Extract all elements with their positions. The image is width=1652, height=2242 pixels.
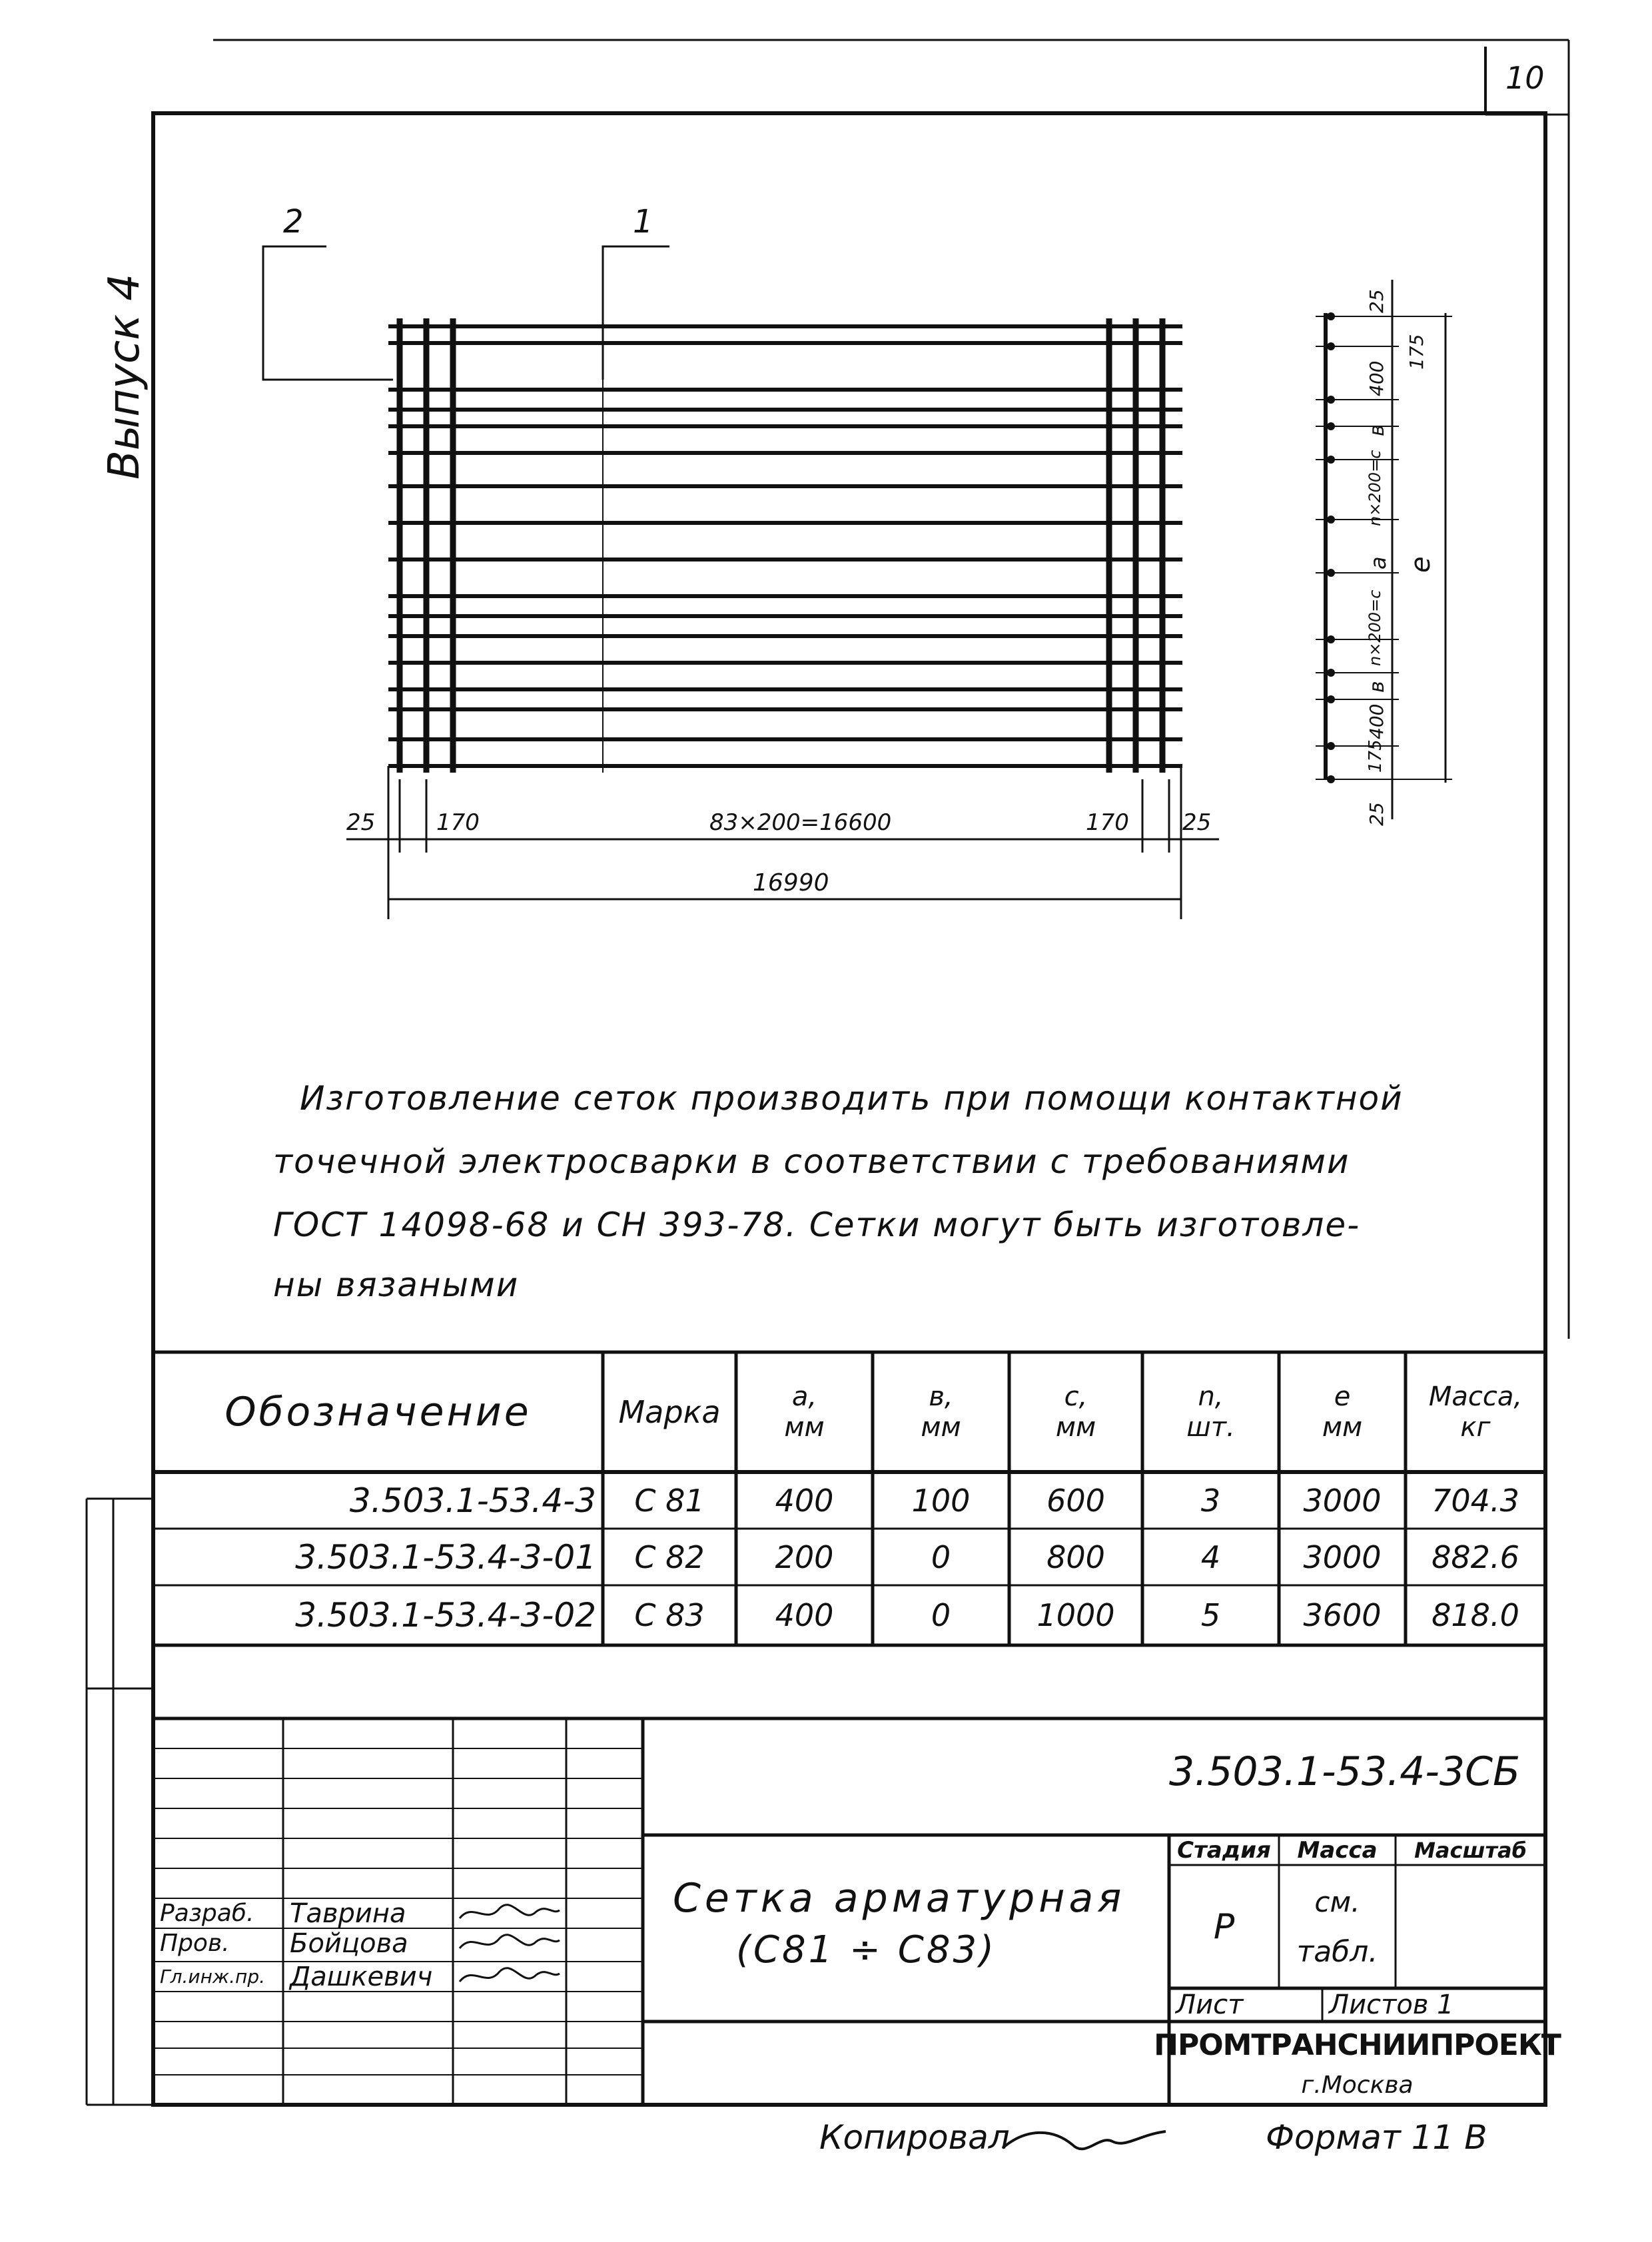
sec-400-top: 400 bbox=[1366, 360, 1388, 396]
signature-scribble bbox=[456, 1962, 563, 1992]
table-cell: С 83 bbox=[634, 1597, 705, 1633]
section-bar-dot bbox=[1328, 516, 1334, 523]
sec-bottom-edge: 25 bbox=[1366, 802, 1388, 826]
signature-stroke bbox=[460, 1935, 560, 1948]
table-cell: 704.3 bbox=[1432, 1482, 1519, 1519]
role-name: Дашкевич bbox=[290, 1961, 433, 1992]
th-c: с, мм bbox=[1055, 1381, 1096, 1443]
signature-stroke bbox=[460, 1905, 560, 1918]
callout-2: 2 bbox=[283, 203, 304, 240]
org-city: г.Москва bbox=[1301, 2071, 1414, 2099]
dim-right-edge: 25 bbox=[1182, 809, 1212, 836]
table-cell: С 82 bbox=[634, 1539, 705, 1575]
th-a: а, мм bbox=[784, 1381, 825, 1443]
table-cell: 818.0 bbox=[1432, 1597, 1519, 1633]
table-cell: 800 bbox=[1046, 1539, 1105, 1575]
th-mass: Масса, кг bbox=[1428, 1381, 1523, 1443]
th-e: е мм bbox=[1322, 1381, 1363, 1443]
th-designation: Обозначение bbox=[224, 1389, 532, 1435]
section-bar-dot bbox=[1328, 696, 1334, 703]
note-line-4: ны вязаными bbox=[273, 1266, 520, 1304]
sheets-label: Листов 1 bbox=[1329, 1990, 1454, 2020]
role-name: Бойцова bbox=[290, 1928, 408, 1959]
callout-leaders bbox=[263, 246, 669, 380]
callout-1: 1 bbox=[633, 203, 653, 240]
table-cell: 600 bbox=[1046, 1482, 1105, 1519]
sec-b-bottom: в bbox=[1366, 681, 1389, 693]
section-bar-dot bbox=[1328, 636, 1334, 643]
note-line-3: ГОСТ 14098-68 и СН 393-78. Сетки могут быть изготовле- bbox=[273, 1206, 1361, 1244]
dim-total: 16990 bbox=[753, 869, 829, 897]
note-line-1: Изготовление сеток производить при помощи контактной bbox=[300, 1079, 1404, 1118]
stage-value: Р bbox=[1213, 1906, 1235, 1947]
table-cell: 400 bbox=[775, 1597, 834, 1633]
org-name: ПРОМТРАНСНИИПРОЕКТ bbox=[1154, 2028, 1561, 2062]
section-bar-dot bbox=[1328, 396, 1334, 403]
section-bar-dot bbox=[1328, 456, 1334, 463]
table-cell-designation: 3.503.1-53.4-3 bbox=[349, 1481, 596, 1520]
table-cell: 5 bbox=[1200, 1597, 1221, 1633]
section-bar-dot bbox=[1328, 669, 1334, 676]
th-mark: Марка bbox=[618, 1394, 721, 1430]
title-line-1: Сетка арматурная bbox=[673, 1875, 1126, 1922]
sec-400-bottom: 400 bbox=[1366, 703, 1388, 739]
role-label: Гл.инж.пр. bbox=[160, 1966, 266, 1988]
section-bar-dot bbox=[1328, 776, 1334, 783]
table-cell: 100 bbox=[911, 1482, 971, 1519]
th-n: n, шт. bbox=[1186, 1381, 1235, 1443]
table-cell: 3000 bbox=[1303, 1539, 1382, 1575]
sec-n200c-bottom: n×200=c bbox=[1366, 589, 1384, 666]
dim-right-pitch: 170 bbox=[1086, 809, 1129, 836]
sheet-number: 10 bbox=[1505, 60, 1545, 96]
section-bar-dot bbox=[1328, 313, 1334, 320]
dim-left-edge: 25 bbox=[346, 809, 376, 836]
signature-scribble bbox=[456, 1898, 563, 1928]
table-cell-designation: 3.503.1-53.4-3-02 bbox=[295, 1596, 596, 1635]
issue-label: Выпуск 4 bbox=[100, 273, 149, 480]
table-cell: 0 bbox=[931, 1539, 951, 1575]
table-cell-designation: 3.503.1-53.4-3-01 bbox=[295, 1537, 596, 1577]
copied-by-signature bbox=[999, 2121, 1172, 2161]
table-cell: 882.6 bbox=[1432, 1539, 1519, 1575]
mass-value-2: табл. bbox=[1296, 1934, 1378, 1969]
dim-left-pitch: 170 bbox=[436, 809, 480, 836]
dim-middle: 83×200=16600 bbox=[709, 809, 892, 836]
table-cell: 3 bbox=[1200, 1482, 1221, 1519]
table-cell: 3600 bbox=[1303, 1597, 1382, 1633]
sheet-label: Лист bbox=[1176, 1990, 1244, 2020]
table-cell: 400 bbox=[775, 1482, 834, 1519]
table-cell: 0 bbox=[931, 1597, 951, 1633]
section-bar-dot bbox=[1328, 343, 1334, 350]
sec-n200c-top: n×200=c bbox=[1366, 450, 1384, 526]
signature-stroke bbox=[460, 1968, 560, 1982]
role-name: Таврина bbox=[290, 1898, 406, 1929]
section-bar-dot bbox=[1328, 569, 1334, 576]
role-label: Разраб. bbox=[160, 1900, 254, 1927]
sec-bottom-pitch: 175 bbox=[1366, 739, 1386, 773]
note-line-2: точечной электросварки в соответствии с требованиями bbox=[273, 1142, 1350, 1181]
mass-label: Масса bbox=[1297, 1836, 1378, 1864]
section-bar-dot bbox=[1328, 743, 1334, 749]
sec-b-top: в bbox=[1366, 424, 1389, 436]
sec-top-edge: 25 bbox=[1366, 289, 1388, 313]
sec-top-pitch: 175 bbox=[1406, 334, 1428, 370]
mass-value-1: см. bbox=[1314, 1885, 1360, 1918]
table-cell: С 81 bbox=[634, 1482, 705, 1519]
table-cell: 1000 bbox=[1036, 1597, 1115, 1633]
table-cell: 200 bbox=[775, 1539, 834, 1575]
role-label: Пров. bbox=[160, 1930, 230, 1957]
mesh-plan bbox=[388, 318, 1182, 773]
th-b: в, мм bbox=[921, 1381, 961, 1443]
copied-by: Копировал bbox=[819, 2118, 1010, 2157]
section-bar-dot bbox=[1328, 423, 1334, 430]
table-cell: 4 bbox=[1200, 1539, 1221, 1575]
sec-a: а bbox=[1366, 556, 1391, 569]
sec-overall: е bbox=[1406, 556, 1436, 573]
signature-scribble bbox=[456, 1928, 563, 1958]
doc-code: 3.503.1-53.4-3СБ bbox=[1169, 1748, 1521, 1795]
stage-label: Стадия bbox=[1177, 1836, 1271, 1864]
scale-label: Масштаб bbox=[1414, 1837, 1527, 1863]
title-line-2: (С81 ÷ С83) bbox=[736, 1928, 997, 1972]
table-cell: 3000 bbox=[1303, 1482, 1382, 1519]
format-label: Формат 11 В bbox=[1266, 2118, 1487, 2157]
